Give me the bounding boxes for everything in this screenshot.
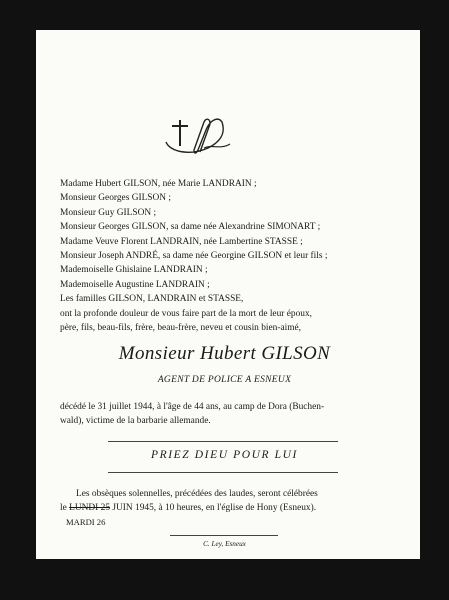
cross-monogram-icon [160, 112, 240, 162]
family-line: Madame Veuve Florent LANDRAIN, née Lambertine STASSE ; [60, 236, 303, 247]
funeral-prefix: le [60, 503, 67, 513]
death-line: décédé le 31 juillet 1944, à l'âge de 44 ans, au camp de Dora (Buchen- [60, 402, 325, 412]
handwritten-correction: MARDI 26 [66, 517, 106, 527]
family-line: Monsieur Georges GILSON, sa dame née Alexandrine SIMONART ; [60, 222, 321, 233]
deceased-role: AGENT DE POLICE A ESNEUX [157, 375, 292, 385]
family-line: Madame Hubert GILSON, née Marie LANDRAIN ; [60, 179, 257, 189]
family-line: Les familles GILSON, LANDRAIN et STASSE, [60, 294, 244, 305]
funeral-date-rest: JUIN 1945, à 10 heures, en l'église de Hony (Esneux). [112, 503, 317, 513]
funeral-details [60, 487, 405, 515]
divider-bottom [108, 472, 338, 473]
announcement-line: père, fils, beau-fils, frère, beau-frère, neveu et cousin bien-aimé, [60, 323, 302, 333]
death-details [60, 400, 405, 428]
struck-date: LUNDI 25 [69, 503, 111, 513]
family-line: Mademoiselle Ghislaine LANDRAIN ; [60, 265, 208, 276]
divider-top [108, 441, 338, 442]
printer-credit: C. Ley, Esneux [203, 540, 246, 548]
prayer-text: PRIEZ DIEU POUR LUI [151, 449, 298, 461]
funeral-line [60, 501, 405, 515]
family-line: Monsieur Georges GILSON ; [60, 193, 172, 204]
family-line: Monsieur Guy GILSON ; [60, 207, 157, 218]
family-list [60, 177, 410, 307]
printer-divider [170, 535, 278, 536]
family-line: Mademoiselle Augustine LANDRAIN ; [60, 279, 210, 290]
announcement-line: ont la profonde douleur de vous faire part de la mort de leur époux, [60, 309, 312, 319]
death-line: wald), victime de la barbarie allemande. [60, 416, 211, 426]
announcement-text [60, 307, 405, 335]
deceased-name: Monsieur Hubert GILSON [118, 343, 331, 364]
family-line: Monsieur Joseph ANDRÉ, sa dame née Georgine GILSON et leur fils ; [60, 251, 328, 262]
funeral-line: Les obsèques solennelles, précédées des laudes, seront célébrées [76, 489, 318, 499]
